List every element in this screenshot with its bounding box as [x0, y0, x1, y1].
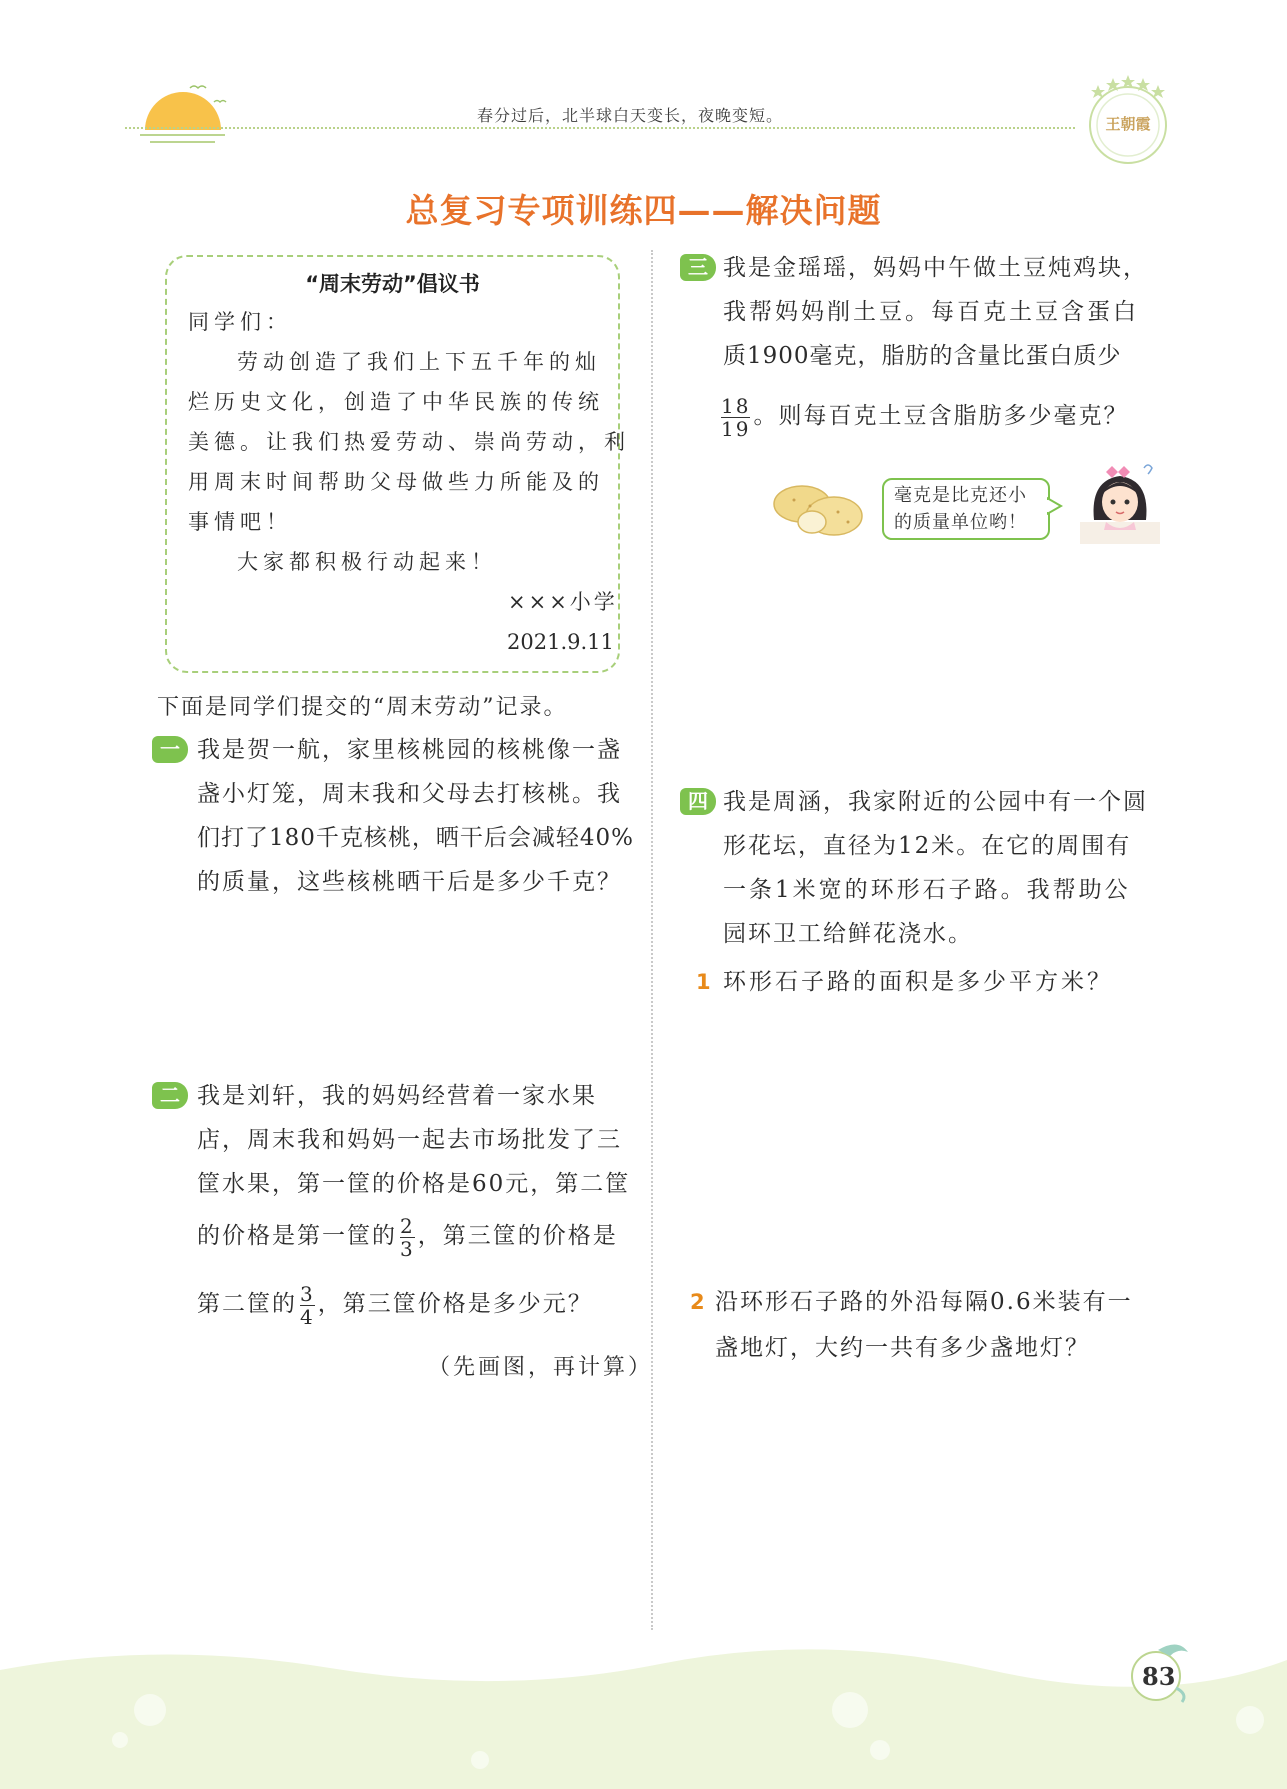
girl-illustration	[1080, 460, 1160, 545]
q4-sub2-line: 盏地灯，大约一共有多少盏地灯？	[715, 1335, 1090, 1361]
q2-line4-pre: 的价格是第一筐的	[197, 1223, 397, 1249]
q2-line5-post: ，第三筐价格是多少元？	[317, 1291, 593, 1317]
bubble-tail	[1047, 496, 1063, 516]
fraction-denominator: 4	[300, 1304, 315, 1329]
q2-line: 筐水果，第一筐的价格是60元，第二筐	[197, 1171, 631, 1197]
q1-line: 盏小灯笼，周末我和父母去打核桃。我	[197, 781, 622, 807]
q2-line5-pre: 第二筐的	[197, 1291, 297, 1317]
fraction-two-thirds	[400, 1215, 415, 1260]
letter-line: 烂历史文化，创造了中华民族的传统	[188, 390, 604, 414]
q4-line: 形花坛，直径为12米。在它的周围有	[723, 833, 1132, 859]
question-badge-1: 一	[152, 736, 188, 763]
fraction-three-quarters	[300, 1283, 315, 1328]
footer-wave-decoration	[0, 1640, 1287, 1789]
page-number: 83	[1142, 1662, 1176, 1691]
subquestion-number-2: 2	[690, 1290, 705, 1314]
speech-bubble	[882, 478, 1050, 540]
q2-line-with-fraction	[197, 1276, 593, 1332]
q2-line4-post: ，第三筐的价格是	[417, 1223, 618, 1249]
letter-line: 美德。让我们热爱劳动、崇尚劳动，利	[188, 430, 630, 454]
q1-line: 们打了180千克核桃，晒干后会减轻40%	[197, 825, 635, 851]
q3-line: 我帮妈妈削土豆。每百克土豆含蛋白	[723, 299, 1139, 325]
q2-line-with-fraction	[197, 1208, 618, 1264]
fraction-numerator: 18	[721, 393, 751, 418]
letter-date: 2021.9.11	[507, 630, 614, 654]
bubble-line: 的质量单位哟！	[894, 512, 1027, 533]
letter-line: 劳动创造了我们上下五千年的灿	[237, 350, 601, 374]
column-divider	[651, 250, 653, 1630]
q3-line-with-fraction	[718, 388, 1128, 444]
header-motto: 春分过后，北半球白天变长，夜晚变短。	[476, 106, 783, 125]
header-rule	[125, 127, 1075, 129]
question-badge-2: 二	[152, 1082, 188, 1109]
potatoes-illustration	[768, 476, 868, 540]
q4-sub1-text: 环形石子路的面积是多少平方米？	[723, 969, 1113, 995]
fraction-numerator: 3	[300, 1281, 315, 1306]
q3-line: 我是金瑶瑶，妈妈中午做土豆炖鸡块，	[723, 255, 1148, 281]
letter-signature: ×××小学	[508, 590, 618, 614]
fraction-eighteen-nineteenths	[721, 395, 750, 440]
q2-line: 店，周末我和妈妈一起去市场批发了三	[197, 1127, 622, 1153]
letter-line: 用周末时间帮助父母做些力所能及的	[188, 470, 604, 494]
intro-text: 下面是同学们提交的“周末劳动”记录。	[157, 695, 568, 720]
q2-note: （先画图，再计算）	[428, 1355, 654, 1380]
q2-line: 我是刘轩，我的妈妈经营着一家水果	[197, 1083, 597, 1109]
q1-line: 的质量，这些核桃晒干后是多少千克？	[197, 869, 622, 895]
subquestion-number-1: 1	[696, 970, 711, 994]
letter-greeting: 同学们：	[188, 310, 292, 334]
letter-title: “周末劳动”倡议书	[305, 272, 480, 296]
q4-line: 我是周涵，我家附近的公园中有一个圆	[723, 789, 1148, 815]
logo-text: 王朝霞	[1105, 115, 1151, 133]
bubble-line: 毫克是比克还小	[894, 485, 1027, 506]
question-badge-4: 四	[680, 788, 716, 815]
fraction-denominator: 19	[721, 416, 751, 441]
q4-line: 一条1米宽的环形石子路。我帮助公	[723, 877, 1131, 903]
q4-sub2-line: 沿环形石子路的外沿每隔0.6米装有一	[715, 1289, 1133, 1315]
q4-line: 园环卫工给鲜花浇水。	[723, 921, 973, 947]
page-title: 总复习专项训练四——解决问题	[405, 191, 882, 230]
letter-line: 事情吧！	[188, 510, 292, 534]
question-badge-3: 三	[680, 254, 716, 281]
fraction-numerator: 2	[400, 1213, 415, 1238]
q1-line: 我是贺一航，家里核桃园的核桃像一盏	[197, 737, 622, 763]
q3-line: 质1900毫克，脂肪的含量比蛋白质少	[723, 343, 1122, 369]
q3-line4-post: 。则每百克土豆含脂肪多少毫克？	[753, 403, 1129, 429]
fraction-denominator: 3	[400, 1236, 415, 1261]
letter-closing: 大家都积极行动起来！	[237, 550, 497, 574]
